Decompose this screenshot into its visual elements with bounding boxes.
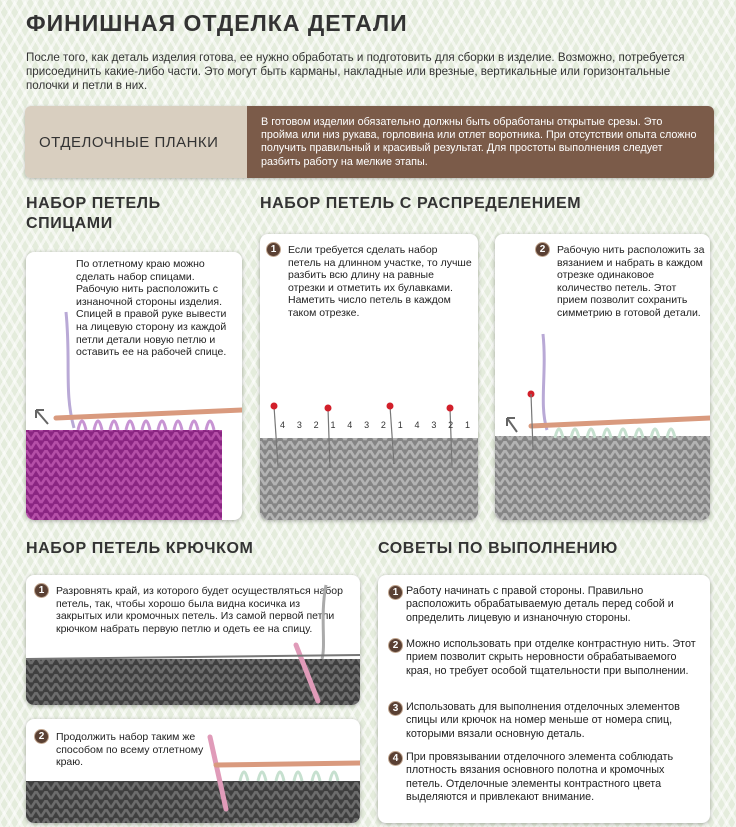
marker-number: 3 <box>364 420 370 430</box>
step-number-badge: 2 <box>535 242 550 257</box>
tip-text: При провязывании отделочного элемента соблюдать плотность вязания основного полотна и кромочных петель. Отделочные элементы контрастного цвета выделяются и привлекают внимание. <box>406 751 674 804</box>
crochet-step2-text: Продолжить набор таким же способом по всему отлетному краю. <box>56 731 204 769</box>
step-number-badge: 1 <box>266 242 281 257</box>
tip-text: Использовать для выполнения отделочных элементов спицы или крючок на номер меньше от номера спиц, которыми вязали основную деталь. <box>406 701 680 740</box>
tip-text: Работу начинать с правой стороны. Правильно расположить обрабатываемую деталь перед собой и определить лицевую и изнаночную стороны. <box>406 585 674 624</box>
intro-paragraph: После того, как деталь изделия готова, ее нужно обработать и подготовить для сборки в изделие. Возможно, потребуется присоединить какие-либо части. Это могут быть карманы, накладные или врезные, вертикальные или горизонтальные полочки и петли в них. <box>26 51 685 92</box>
needles-heading <box>26 194 161 234</box>
tip-item <box>388 638 702 678</box>
planki-banner <box>25 106 714 178</box>
pins-knitting-photo <box>260 234 478 520</box>
crochet-step1-text: Разровнять край, из которого будет осуществляться набор петель, так, чтобы хорошо была видна косичка из закрытых или кромочных петель. Из самой первой петли крючком набрать первую петлю и одеть ее на спицу. <box>56 585 343 635</box>
planki-text: В готовом изделии обязательно должны быть обработаны открытые срезы. Это пройма или низ рукава, горловина или отлет воротника. При отсутствии опыта сложно получить правильный и красивый результат. Для простоты выполнения следует разбить работу на мелкие этапы. <box>247 106 714 178</box>
marker-number: 4 <box>414 420 420 430</box>
tips-heading: СОВЕТЫ ПО ВЫПОЛНЕНИЮ <box>378 540 618 557</box>
distribution-step1-card <box>260 234 478 520</box>
tip-number-badge: 3 <box>388 701 403 716</box>
distribution-step2-card <box>495 234 710 520</box>
distribution-step2-text: Рабочую нить расположить за вязанием и набрать в каждом отрезке одинаковое количество петель. Этот прием позволит сохранить симметрию в готовой детали. <box>557 244 705 319</box>
tip-text: Можно использовать при отделке контрастную нить. Этот прием позволит скрыть неровности обрабатываемого края, но требует особой тщательности при выполнении. <box>406 638 696 677</box>
distribution-step1-text: Если требуется сделать набор петель на длинном участке, то лучше разбить всю длину на равные отрезки и отметить их булавками. Наметить число петель в каждом таком отрезке. <box>288 244 472 319</box>
needles-card <box>26 252 242 520</box>
tip-number-badge: 2 <box>388 638 403 653</box>
distribution-heading: НАБОР ПЕТЕЛЬ С РАСПРЕДЕЛЕНИЕМ <box>260 195 582 212</box>
marker-number: 1 <box>330 420 336 430</box>
tips-card <box>378 575 710 823</box>
marker-number: 1 <box>464 420 470 430</box>
step-number-badge: 1 <box>34 583 49 598</box>
direction-arrow-icon <box>36 410 48 424</box>
direction-arrow-icon <box>507 418 517 432</box>
tip-item <box>388 701 702 741</box>
step-number-badge: 2 <box>34 729 49 744</box>
tip-item <box>388 585 702 625</box>
marker-number: 4 <box>347 420 353 430</box>
tip-number-badge: 1 <box>388 585 403 600</box>
marker-number: 2 <box>380 420 386 430</box>
crochet-step1-card <box>26 575 360 705</box>
marker-number: 3 <box>431 420 437 430</box>
pin-marker-numbers <box>280 420 470 430</box>
needles-text: По отлетному краю можно сделать набор спицами. Рабочую нить расположить с изнаночной стороны изделия. Спицей в правой руке вывести на лицевую сторону из каждой петли детали новую петлю и оставить ее на рабочей спице. <box>76 258 227 359</box>
crochet-heading: НАБОР ПЕТЕЛЬ КРЮЧКОМ <box>26 540 254 557</box>
purple-knitting-photo <box>26 252 242 520</box>
planki-label: ОТДЕЛОЧНЫЕ ПЛАНКИ <box>25 106 247 178</box>
needles-heading-line1: НАБОР ПЕТЕЛЬ <box>26 195 161 212</box>
marker-number: 1 <box>397 420 403 430</box>
marker-number: 2 <box>313 420 319 430</box>
needles-heading-line2: СПИЦАМИ <box>26 215 113 232</box>
crochet-needle-knitting-photo <box>26 719 360 823</box>
gray-needle-knitting-photo <box>495 234 710 520</box>
tip-number-badge: 4 <box>388 751 403 766</box>
crochet-knitting-photo <box>26 575 360 705</box>
marker-number: 4 <box>280 420 286 430</box>
page-title: ФИНИШНАЯ ОТДЕЛКА ДЕТАЛИ <box>26 10 408 36</box>
marker-number: 3 <box>296 420 302 430</box>
tip-item <box>388 751 702 805</box>
marker-number: 2 <box>448 420 454 430</box>
crochet-step2-card <box>26 719 360 823</box>
